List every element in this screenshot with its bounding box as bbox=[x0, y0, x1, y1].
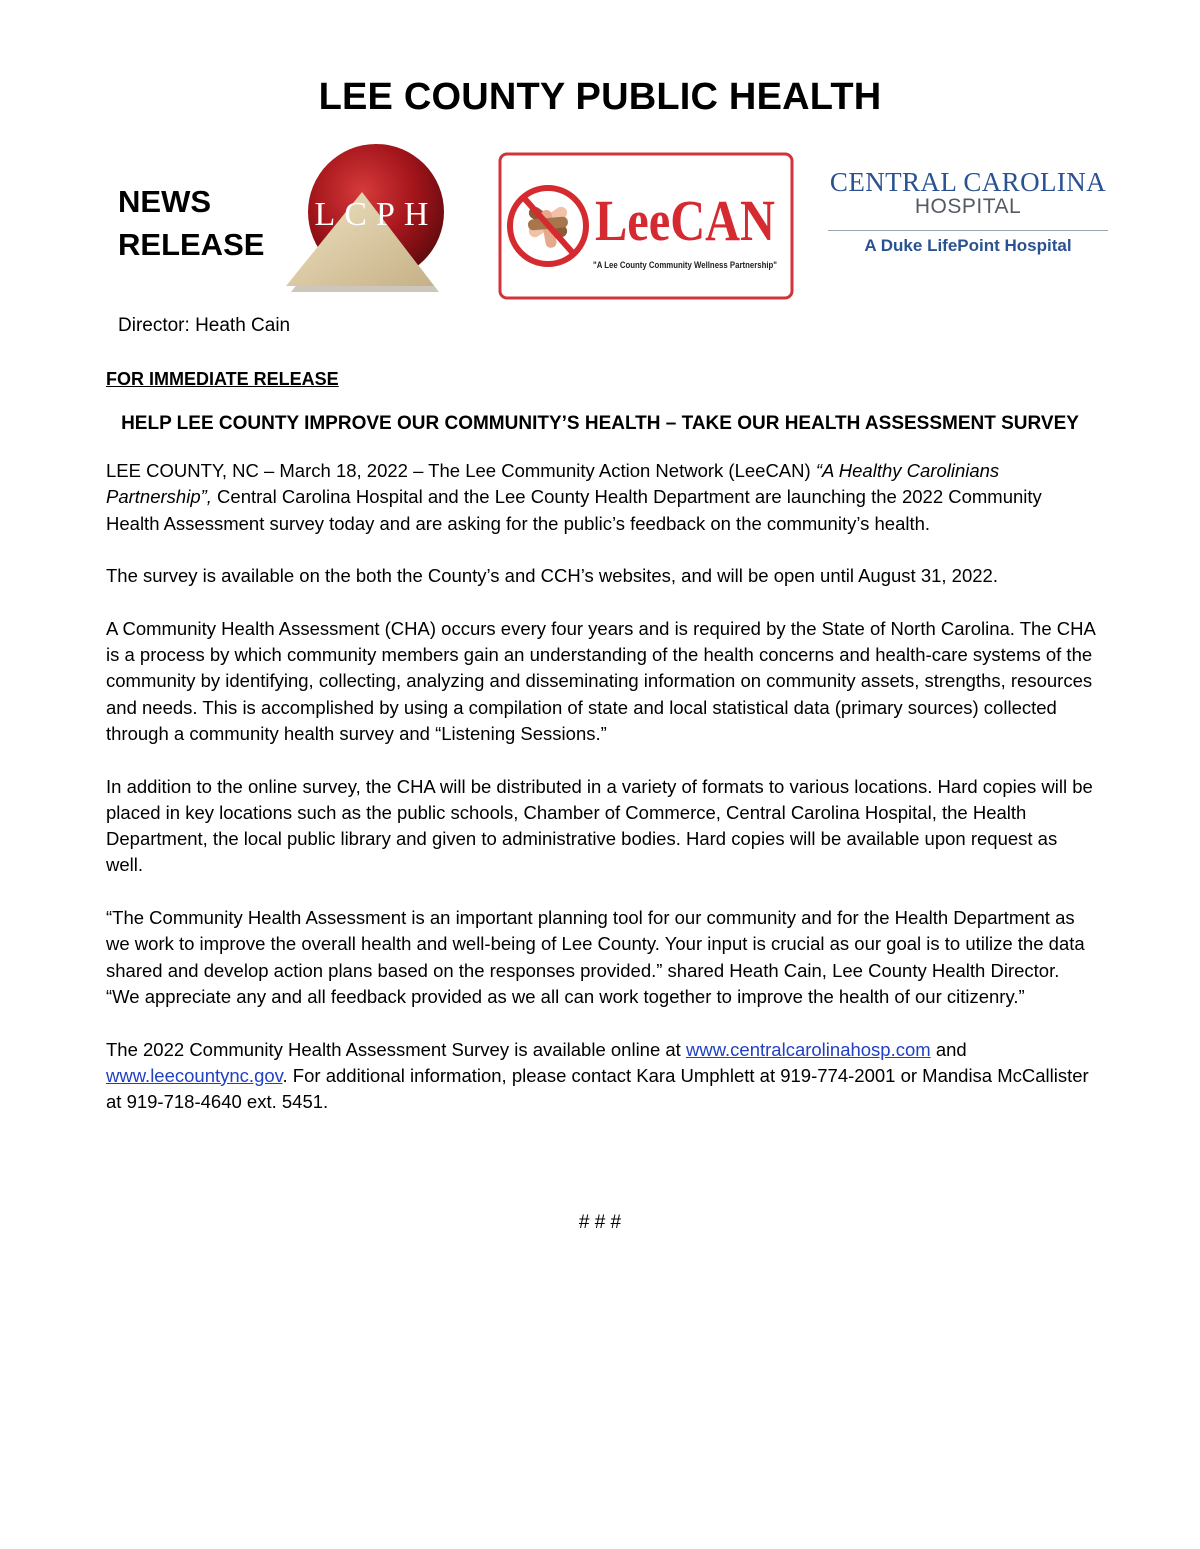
page-title: LEE COUNTY PUBLIC HEALTH bbox=[318, 76, 882, 118]
cch-logo-hospital: HOSPITAL bbox=[914, 195, 1022, 218]
news-label: NEWS bbox=[118, 184, 211, 219]
cch-logo-name: CENTRAL CAROLINA bbox=[829, 167, 1107, 197]
leecan-logo-tagline: "A Lee County Community Wellness Partnership" bbox=[593, 260, 777, 271]
lcph-logo bbox=[280, 146, 450, 298]
release-label-word: RELEASE bbox=[118, 227, 265, 262]
leecan-logo-name: LeeCAN bbox=[595, 188, 776, 253]
paragraph-contact-and: and bbox=[930, 1038, 967, 1060]
paragraph-cha-description: A Community Health Assessment (CHA) occurs every four years and is required by the State of North Carolina. The CHA is a process by which community members gain an understanding of the health concerns and health-care systems of the community by identifying, collecting, analyzing and disseminating information on community assets, strengths, resources and needs. This is accomplished by using a compilation of state and local statistical data (primary sources) collected through a community health survey and “Listening Sessions.” bbox=[106, 617, 1095, 744]
paragraph-quote: “The Community Health Assessment is an important planning tool for our community and for the Health Department as we work to improve the overall health and well-being of Lee County. Your input is crucial as our goal is to utilize the data shared and develop action plans based on the responses provided.” shared Heath Cain, Lee County Health Director. “We appreciate any and all feedback provided as we all can work together to improve the health of our citizenry.” bbox=[106, 907, 1085, 1007]
paragraph-intro-start: LEE COUNTY, NC – March 18, 2022 – The Lee Community Action Network (LeeCAN) bbox=[106, 460, 816, 481]
cch-logo-divider bbox=[828, 230, 1108, 231]
immediate-release-label: FOR IMMEDIATE RELEASE bbox=[106, 369, 339, 389]
cch-logo-tagline: A Duke LifePoint Hospital bbox=[864, 236, 1072, 255]
end-mark: # # # bbox=[578, 1212, 622, 1233]
link-centralcarolinahosp[interactable]: www.centralcarolinahosp.com bbox=[685, 1038, 931, 1060]
press-release-body bbox=[106, 458, 1096, 1142]
paragraph-intro-end: Central Carolina Hospital and the Lee County Health Department are launching the 2022 Community Health Assessment survey today and are asking for the public’s feedback on the community’s health. bbox=[106, 486, 1042, 534]
headline: HELP LEE COUNTY IMPROVE OUR COMMUNITY’S HEALTH – TAKE OUR HEALTH ASSESSMENT SURVEY bbox=[121, 413, 1079, 434]
lcph-logo-text: LCPH bbox=[314, 196, 438, 233]
link-leecountync[interactable]: www.leecountync.gov bbox=[106, 1064, 283, 1086]
paragraph-intro bbox=[106, 458, 1096, 537]
paragraph-contact bbox=[106, 1037, 1096, 1116]
leecan-logo bbox=[498, 152, 794, 300]
paragraph-contact-end: . For additional information, please contact Kara Umphlett at 919-774-2001 or Mandisa McCallister at 919-718-4640 ext. 5451. bbox=[106, 1064, 1089, 1113]
paragraph-distribution: In addition to the online survey, the CHA will be distributed in a variety of formats to various locations. Hard copies will be placed in key locations such as the public schools, Chamber of Commerce, Central Carolina Hospital, the Health Department, the local public library and given to administrative bodies. Hard copies will be available upon request as well. bbox=[106, 775, 1093, 876]
central-carolina-hospital-logo bbox=[826, 168, 1110, 268]
paragraph-contact-start: The 2022 Community Health Assessment Survey is available online at bbox=[106, 1038, 686, 1060]
paragraph-availability: The survey is available on the both the County’s and CCH’s websites, and will be open until August 31, 2022. bbox=[106, 565, 998, 587]
news-release-label bbox=[118, 180, 264, 266]
partnership-name: “A Healthy Carolinians Partnership”, bbox=[106, 460, 1000, 508]
director-line: Director: Heath Cain bbox=[118, 315, 291, 336]
